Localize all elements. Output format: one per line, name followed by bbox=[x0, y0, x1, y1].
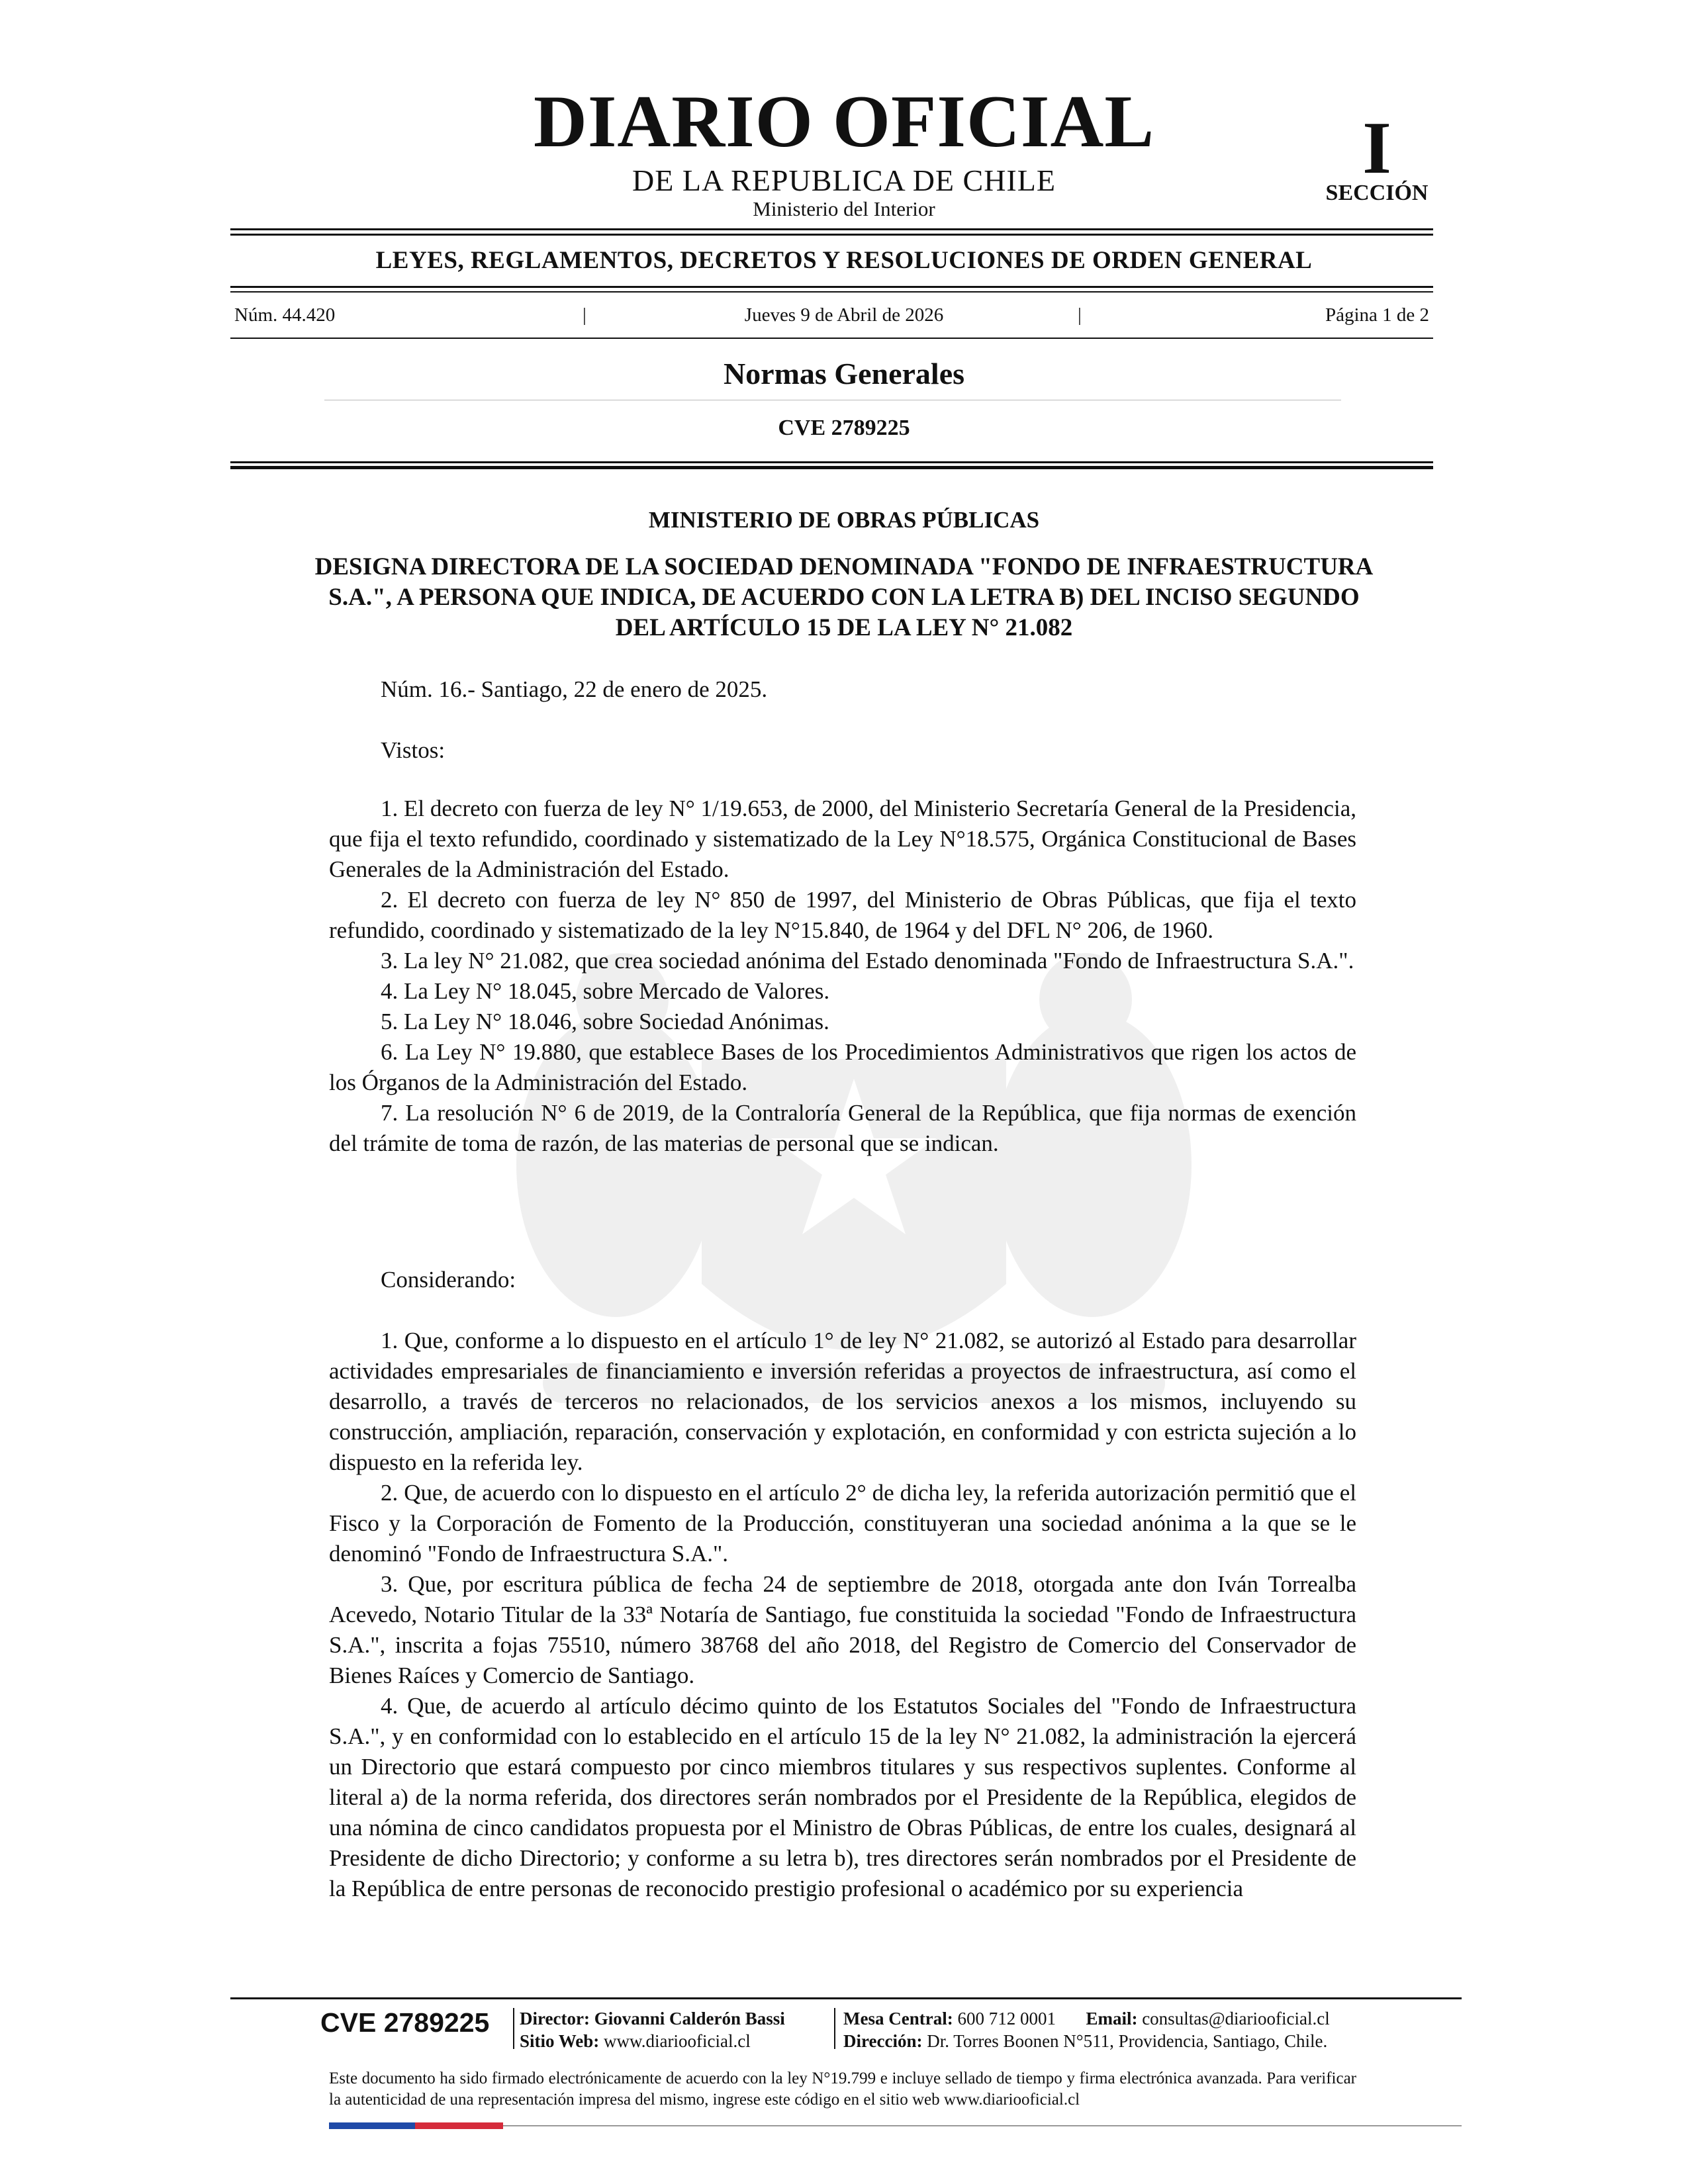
website-label: Sitio Web: bbox=[520, 2031, 600, 2051]
list-item: 5. La Ley N° 18.046, sobre Sociedad Anónimas. bbox=[381, 1009, 829, 1034]
meta-separator: | bbox=[1078, 304, 1082, 326]
email-link[interactable]: consultas@diariooficial.cl bbox=[1142, 2009, 1330, 2028]
laws-banner: LEYES, REGLAMENTOS, DECRETOS Y RESOLUCIONES DE ORDEN GENERAL bbox=[375, 247, 1313, 274]
list-item: 2. Que, de acuerdo con lo dispuesto en el artículo 2° de dicha ley, la referida autorización permitió que el Fisco y la Corporación de Fomento de la Producción, constituyeran una sociedad anónima a la que se le denominó "Fondo de Infraestructura S.A.". bbox=[329, 1480, 1356, 1567]
cve-code: CVE 2789225 bbox=[778, 416, 910, 440]
phone-label: Mesa Central: bbox=[843, 2009, 953, 2028]
footer-bottom-rule bbox=[503, 2125, 1462, 2126]
list-item: 1. El decreto con fuerza de ley N° 1/19.653, de 2000, del Ministerio Secretaría General de la Presidencia, que fija el texto refundido, coordinado y sistematizado de la Ley N°18.575, Orgánica Constitucional de Bases Generales de la Administración del Estado. bbox=[329, 796, 1356, 882]
flag-stripe-red bbox=[415, 2122, 503, 2129]
ministry-heading: MINISTERIO DE OBRAS PÚBLICAS bbox=[648, 507, 1040, 533]
list-item: 7. La resolución N° 6 de 2019, de la Contraloría General de la República, que fija normas de exención del trámite de toma de razón, de las materias de personal que se indican. bbox=[329, 1100, 1356, 1156]
issue-number: Núm. 44.420 bbox=[234, 304, 336, 326]
list-item: 1. Que, conforme a lo dispuesto en el artículo 1° de ley N° 21.082, se autorizó al Estado para desarrollar actividades empresariales de financiamiento e inversión referidas a proyectos de infraestructura, así como el desarrollo, a través de terceros no relacionados, de los servicios anexos a los mismos, incluyendo su construcción, ampliación, reparación, conservación y explotación, en conformidad y con estricta sujeción a lo dispuesto en la referida ley. bbox=[329, 1328, 1356, 1475]
footer-address bbox=[843, 2030, 1327, 2052]
considerando-list bbox=[329, 1326, 1356, 1904]
email-label: Email: bbox=[1086, 2009, 1138, 2028]
footer-director bbox=[520, 2007, 785, 2030]
header-rule-top-double bbox=[230, 234, 1433, 236]
list-item: 4. Que, de acuerdo al artículo décimo quinto de los Estatutos Sociales del "Fondo de Infraestructura S.A.", y en conformidad con lo establecido en el artículo 15 de la ley N° 21.082, la administración la ejercerá un Directorio que estará compuesto por cinco miembros titulares y sus respectivos suplentes. Conforme al literal a) de la norma referida, dos directores serán nombrados por el Presidente de la República, elegidos de una nómina de cinco candidatos propuesta por el Ministro de Obras Públicas, de entre los cuales, designará al Presidente de dicho Directorio; y conforme a su letra b), tres directores serán nombrados por el Presidente de la República de entre personas de reconocido prestigio profesional o académico por su experiencia bbox=[329, 1693, 1356, 1901]
header-rule-top bbox=[230, 228, 1433, 230]
footer-rule bbox=[230, 1997, 1462, 1999]
section-label: SECCIÓN bbox=[1325, 181, 1429, 205]
phone-value: 600 712 0001 bbox=[957, 2009, 1056, 2028]
masthead-ministry: Ministerio del Interior bbox=[753, 197, 935, 220]
vistos-heading: Vistos: bbox=[381, 737, 445, 763]
footer-divider bbox=[834, 2008, 835, 2049]
meta-separator: | bbox=[583, 304, 586, 326]
website-link[interactable]: www.diariooficial.cl bbox=[604, 2031, 751, 2051]
decree-title: DESIGNA DIRECTORA DE LA SOCIEDAD DENOMINADA "FONDO DE INFRAESTRUCTURA S.A.", A PERSONA QUE INDICA, DE ACUERDO CON LA LETRA B) DEL INCISO SEGUNDO DEL ARTÍCULO 15 DE LA LEY N° 21.082 bbox=[314, 553, 1374, 641]
section-number: I bbox=[1362, 107, 1391, 189]
address-value: Dr. Torres Boonen N°511, Providencia, Santiago, Chile. bbox=[927, 2031, 1328, 2051]
masthead-title: DIARIO OFICIAL bbox=[533, 81, 1155, 163]
banner-rule-bottom-double bbox=[230, 291, 1433, 293]
page-indicator: Página 1 de 2 bbox=[1325, 304, 1429, 326]
considerando-heading: Considerando: bbox=[381, 1267, 516, 1293]
list-item: 3. La ley N° 21.082, que crea sociedad anónima del Estado denominada "Fondo de Infraestructura S.A.". bbox=[381, 948, 1354, 974]
cve-rule bbox=[230, 461, 1433, 463]
flag-stripe-blue bbox=[329, 2122, 415, 2129]
vistos-list bbox=[329, 794, 1356, 1159]
footer-cve: CVE 2789225 bbox=[320, 2007, 490, 2038]
signature-notice: Este documento ha sido firmado electrónicamente de acuerdo con la ley N°19.799 e incluye sellado de tiempo y firma electrónica avanzada. Para verificar la autenticidad de una representación impresa del mismo, ingrese este código en el sitio web www.diariooficial.cl bbox=[329, 2070, 1356, 2109]
meta-rule bbox=[230, 338, 1433, 339]
decree-number: Núm. 16.- Santiago, 22 de enero de 2025. bbox=[381, 676, 768, 702]
footer-website bbox=[520, 2030, 751, 2052]
banner-rule-bottom bbox=[230, 286, 1433, 288]
issue-date: Jueves 9 de Abril de 2026 bbox=[744, 304, 944, 326]
director-name: Giovanni Calderón Bassi bbox=[594, 2009, 785, 2028]
category-heading: Normas Generales bbox=[723, 357, 965, 390]
list-item: 2. El decreto con fuerza de ley N° 850 de 1997, del Ministerio de Obras Públicas, que fija el texto refundido, coordinado y sistematizado de la ley N°15.840, de 1964 y del DFL N° 206, de 1960. bbox=[329, 887, 1356, 943]
footer-contact bbox=[843, 2007, 1330, 2030]
cve-rule-thick bbox=[230, 466, 1433, 469]
director-label: Director: bbox=[520, 2009, 590, 2028]
list-item: 4. La Ley N° 18.045, sobre Mercado de Valores. bbox=[381, 978, 830, 1004]
masthead-subtitle: DE LA REPUBLICA DE CHILE bbox=[632, 163, 1056, 197]
address-label: Dirección: bbox=[843, 2031, 923, 2051]
list-item: 6. La Ley N° 19.880, que establece Bases de los Procedimientos Administrativos que rigen los actos de los Órganos de la Administración del Estado. bbox=[329, 1039, 1356, 1095]
list-item: 3. Que, por escritura pública de fecha 24 de septiembre de 2018, otorgada ante don Iván Torrealba Acevedo, Notario Titular de la 33ª Notaría de Santiago, fue constituida la sociedad "Fondo de Infraestructura S.A.", inscrita a fojas 75510, número 38768 del año 2018, del Registro de Comercio del Conservador de Bienes Raíces y Comercio de Santiago. bbox=[329, 1571, 1356, 1688]
footer-divider bbox=[513, 2008, 514, 2049]
